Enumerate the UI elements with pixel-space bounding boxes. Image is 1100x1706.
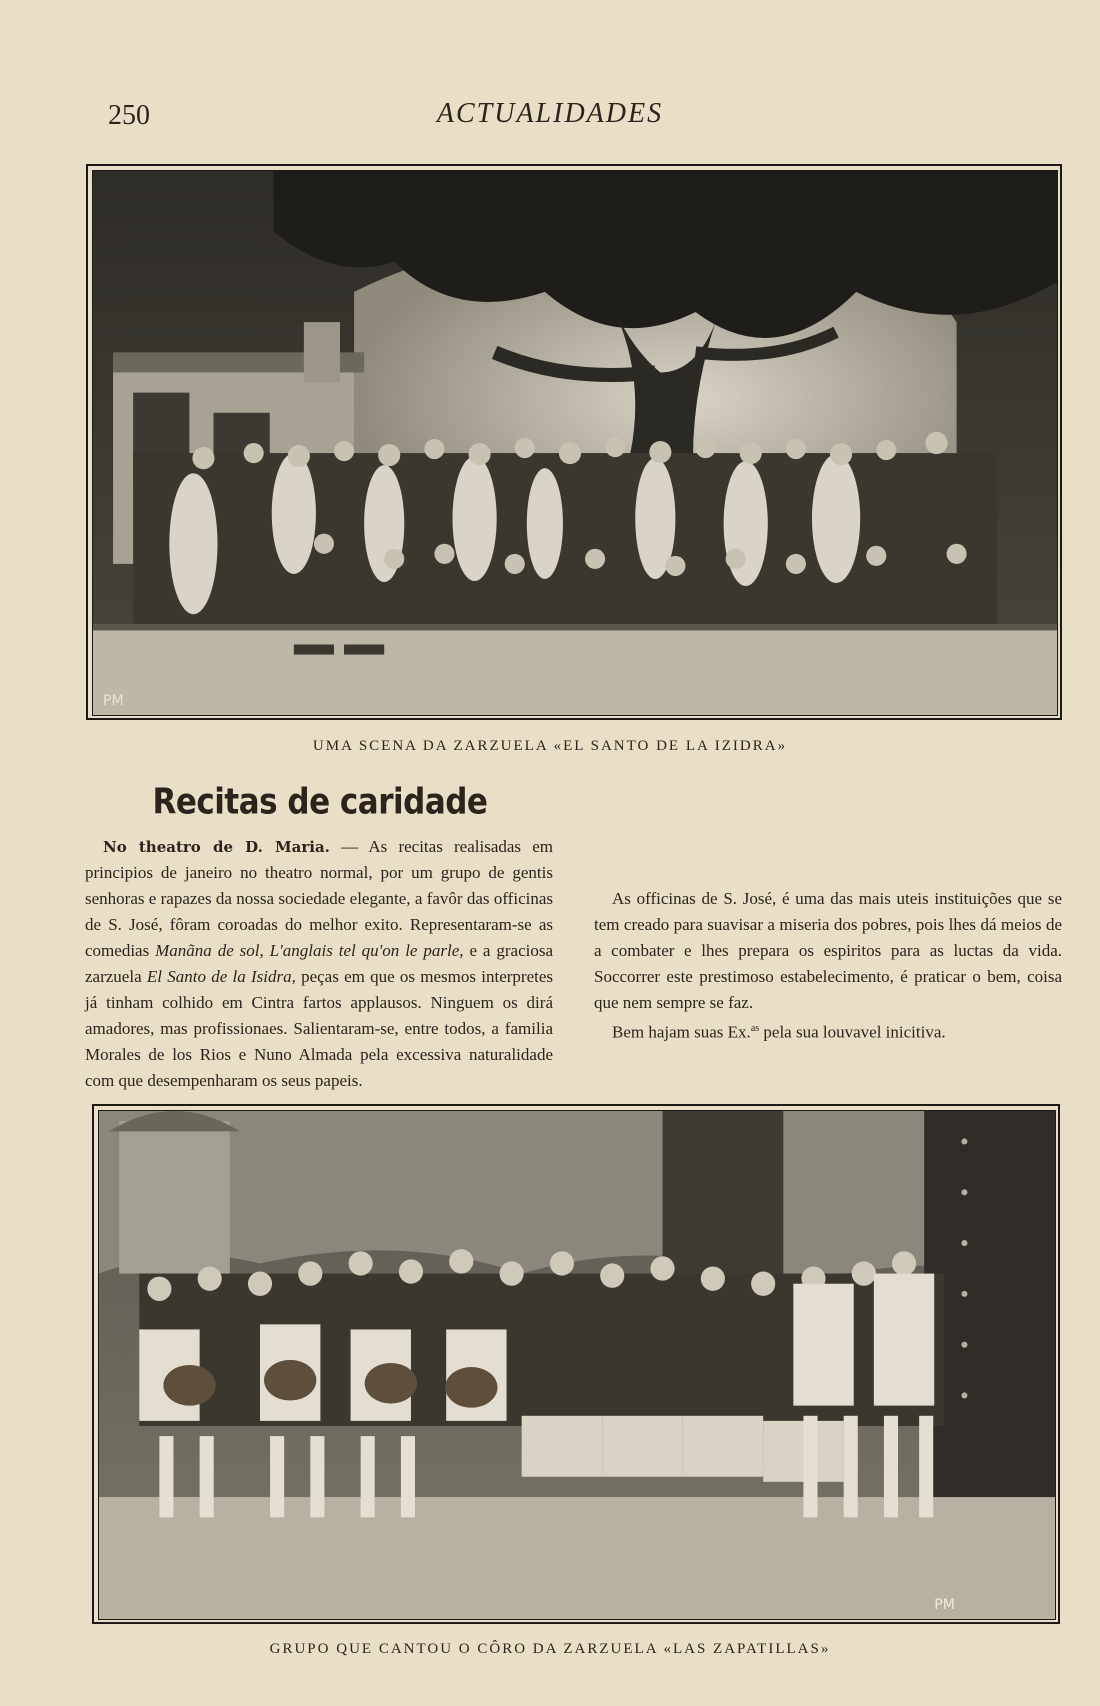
page-number: 250 [108, 100, 150, 131]
article-column-right-text [594, 782, 1062, 1046]
top-photo-caption: UMA SCENA DA ZARZUELA «EL SANTO DE LA IZIDRA» [312, 738, 788, 754]
article-text-2: e a graciosa zarzuela [85, 941, 554, 986]
article-play-titles: Manãna de sol, L'anglais tel qu'on le parle, [155, 941, 464, 960]
bottom-photo [92, 1104, 1060, 1624]
bottom-photo-monogram: PM [934, 1596, 955, 1613]
article-zarzuela-title: El Santo de la Isidra, [146, 967, 296, 986]
article-text-1: — As recitas realisadas em principios de janeiro no theatro normal, por um grupo de gentis senhoras e rapazes da nossa sociedade elegante, a favôr das officinas de S. José, fôram coroadas do melhor exito. Representaram-se as comedias [85, 837, 553, 960]
article-lead-in: No theatro de D. Maria. [103, 838, 330, 856]
article-text-3: peças em que os mesmos interpretes já tinham colhido em Cintra fartos applausos. Ninguem os dirá amadores, mas profissionaes. Salientaram-se, entre todos, a familia Morales de los Rios e Nuno Almada pela excessiva naturalidade com que desempenharam os seus papeis. [85, 967, 553, 1090]
running-head: ACTUALIDADES [436, 98, 664, 129]
article-paragraph-3: Bem hajam suas Ex.$^{as}$ pela sua louvavel inicitiva. [612, 1022, 946, 1042]
article-paragraph-2: As officinas de S. José, é uma das mais uteis instituições que se tem creado para suavisar a miseria dos pobres, pois lhes dá meios de a combater e lhes prepara os espiritos para as luctas da vida. Soccorrer este prestimoso estabelecimento, é praticar o bem, coisa que nem sempre se faz. [594, 889, 1062, 1012]
top-photo-monogram: PM [103, 692, 124, 709]
article-headline: Recitas de caridade [152, 781, 488, 823]
bottom-photo-caption: GRUPO QUE CANTOU O CÔRO DA ZARZUELA «LAS ZAPATILLAS» [269, 1641, 831, 1657]
choir-group-photo [99, 1111, 1055, 1619]
article-column-left [85, 834, 554, 1090]
